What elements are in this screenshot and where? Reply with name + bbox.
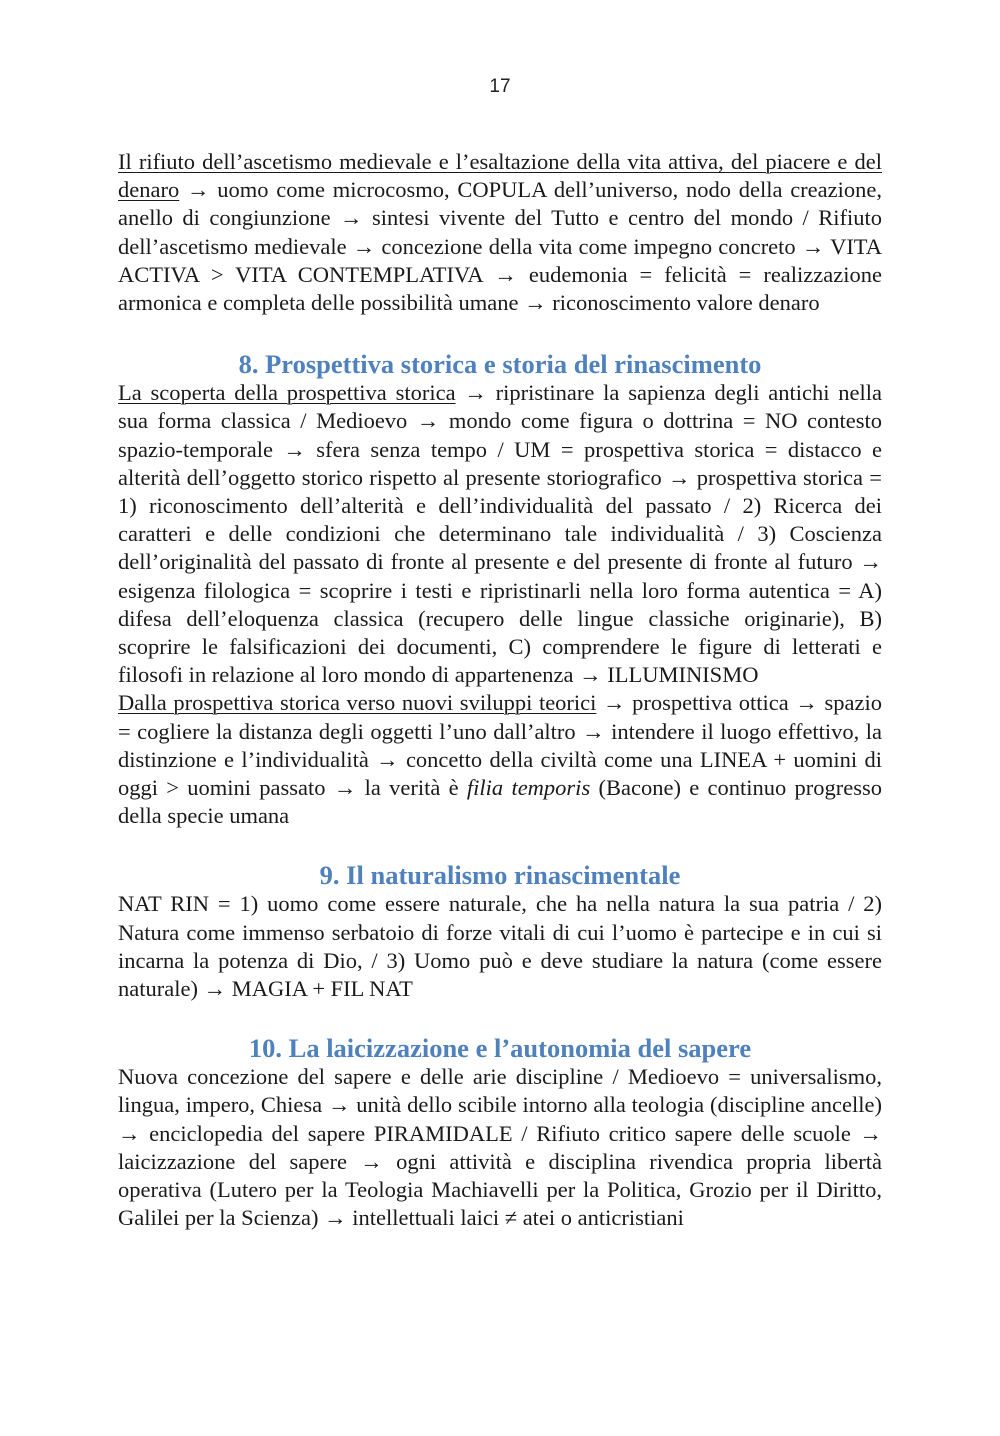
page-content	[118, 148, 882, 1233]
section-9-heading: 9. Il naturalismo rinascimentale	[319, 860, 681, 891]
section-8-p2-text-b: (Bacone) e continuo progresso della specie umana	[118, 775, 882, 829]
section-10-paragraph: Nuova concezione del sapere e delle arie discipline / Medioevo = universalismo, lingua, impero, Chiesa → unità dello scibile intorno alla teologia (discipline ancelle) → enciclopedia del sapere PIRAMIDALE / Rifiuto critico sapere delle scuole → laicizzazione del sapere → ogni attività e disciplina rivendica propria libertà operativa (Lutero per la Teologia Machiavelli per la Politica, Grozio per il Diritto, Galilei per la Scienza) → intellettuali laici ≠ atei o anticristiani	[118, 1064, 882, 1231]
section-8-paragraph-1	[118, 379, 882, 689]
intro-text: → uomo come microcosmo, COPULA dell’universo, nodo della creazione, anello di congiunzione → sintesi vivente del Tutto e centro del mondo / Rifiuto dell’ascetismo medievale → concezione della vita come impegno concreto → VITA ACTIVA > VITA CONTEMPLATIVA → eudemonia = felicità = realizzazione armonica e completa delle possibilità umane → riconoscimento valore denaro	[118, 177, 882, 316]
section-8-paragraph-2	[118, 689, 882, 830]
intro-underlined-lead: Il rifiuto dell’ascetismo medievale e l’esaltazione della vita attiva, del piacere e del denaro	[118, 149, 882, 203]
section-8-p2-text-a: → prospettiva ottica → spazio = cogliere la distanza degli oggetti l’uno dall’altro → intendere il luogo effettivo, la distinzione e l’individualità → concetto della civiltà come una LINEA + uomini di oggi > uomini passato → la verità è	[118, 690, 883, 801]
section-8-p2-italic: filia temporis	[466, 775, 591, 801]
section-8-heading: 8. Prospettiva storica e storia del rinascimento	[238, 349, 762, 380]
section-10-heading: 10. La laicizzazione e l’autonomia del sapere	[248, 1033, 752, 1064]
section-9-paragraph: NAT RIN = 1) uomo come essere naturale, che ha nella natura la sua patria / 2) Natura come immenso serbatoio di forze vitali di cui l’uomo è partecipe e in cui si incarna la potenza di Dio, / 3) Uomo può e deve studiare la natura (come essere naturale) → MAGIA + FIL NAT	[118, 891, 882, 1002]
page-number: 17	[489, 76, 511, 97]
section-8-p1-text: → ripristinare la sapienza degli antichi nella sua forma classica / Medioevo → mondo come figura o dottrina = NO contesto spazio-temporale → sfera senza tempo / UM = prospettiva storica = distacco e alterità dell’oggetto storico rispetto al presente storiografico → prospettiva storica = 1) riconoscimento dell’alterità e dell’individualità del passato / 2) Ricerca dei caratteri e delle condizioni che determinano tale individualità / 3) Coscienza dell’originalità del passato di fronte al presente e del presente di fronte al futuro → esigenza filologica = scoprire i testi e ripristinarli nella loro forma autentica = A) difesa dell’eloquenza classica (recupero delle lingue classiche originarie), B) scoprire le falsificazioni dei documenti, C) comprendere le figure di letterati e filosofi in relazione al loro mondo di appartenenza → ILLUMINISMO	[118, 380, 882, 688]
section-8-p2-underlined-lead: Dalla prospettiva storica verso nuovi sviluppi teorici	[118, 690, 597, 716]
intro-paragraph	[118, 148, 882, 317]
section-8-p1-underlined-lead: La scoperta della prospettiva storica	[118, 380, 456, 406]
